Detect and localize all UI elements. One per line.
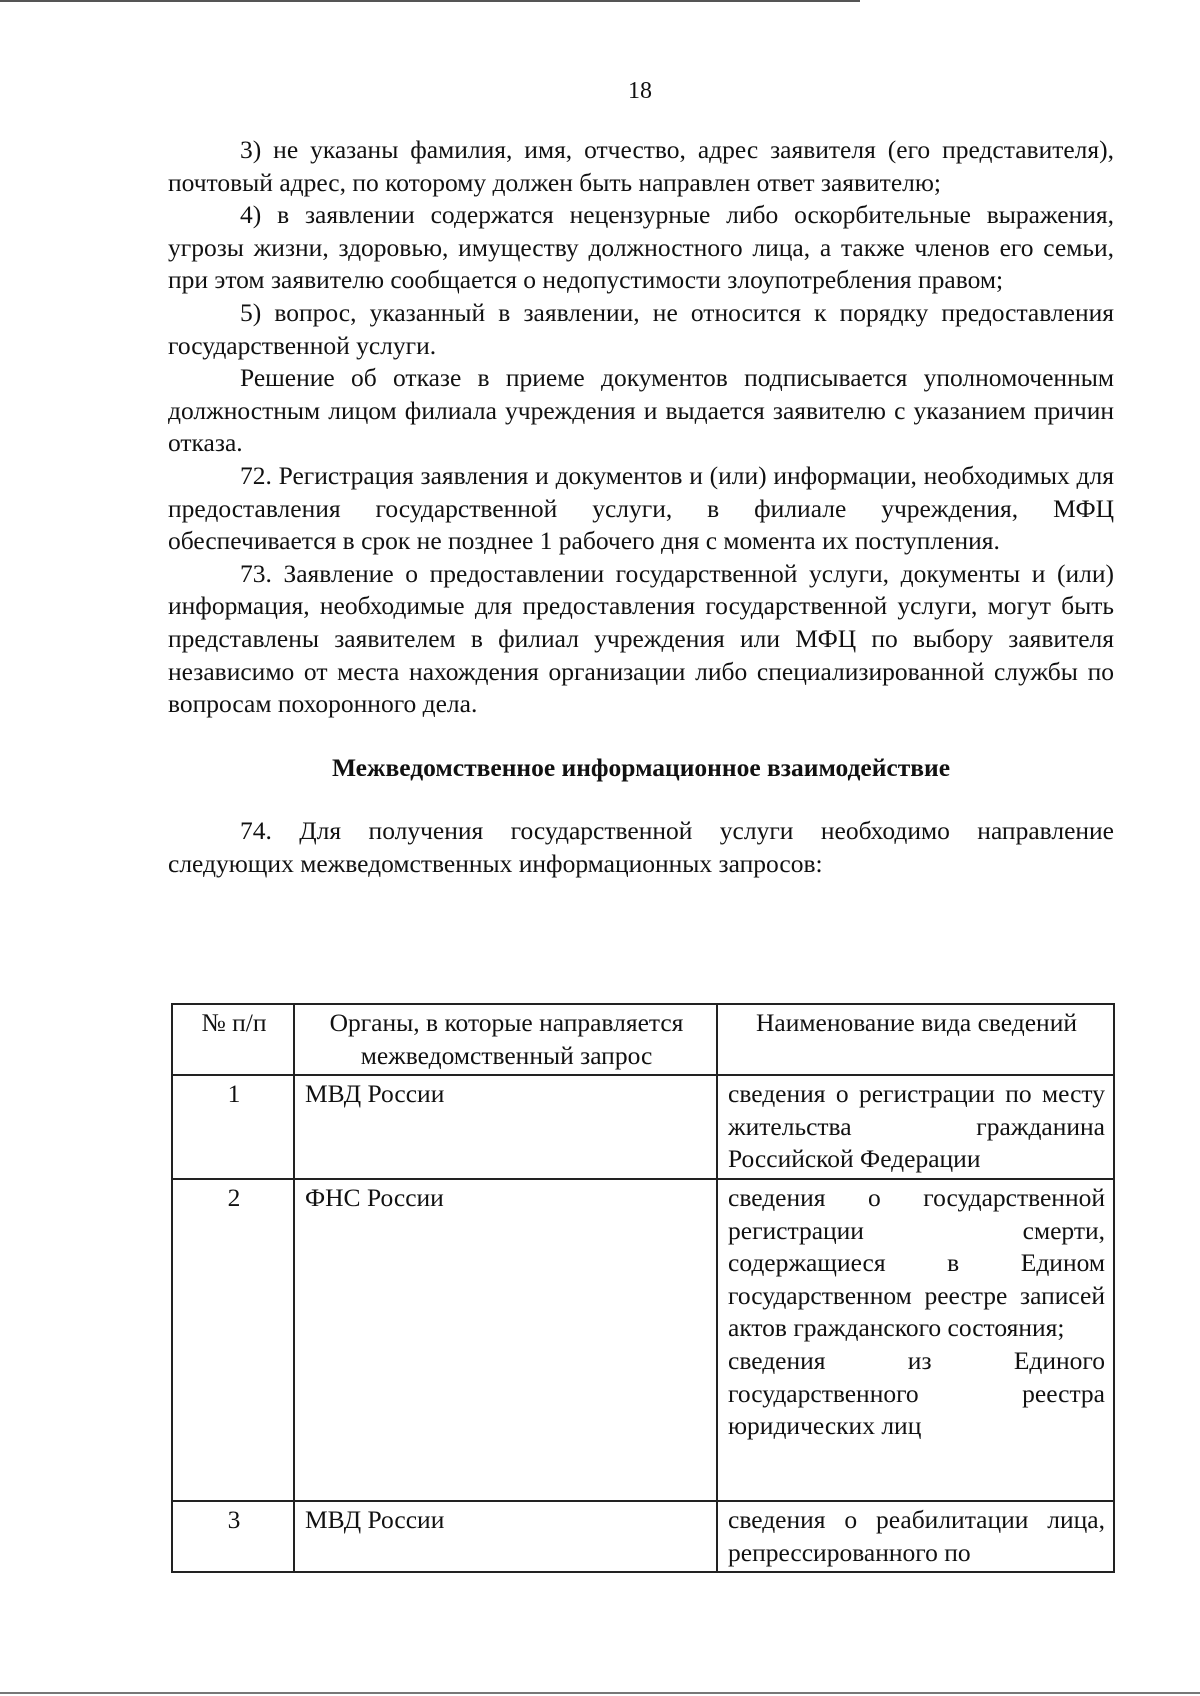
page-number: 18 bbox=[628, 78, 652, 104]
paragraph: 5) вопрос, указанный в заявлении, не относится к порядку предоставления государственной услуги. bbox=[168, 297, 1114, 360]
info-item: сведения о регистрации по месту жительства гражданина Российской Федерации bbox=[728, 1079, 1105, 1174]
paragraph: 72. Регистрация заявления и документов и (или) информации, необходимых для предоставления государственной услуги, в филиале учреждения, МФЦ обеспечивается в срок не позднее 1 рабочего дня с момента их поступления. bbox=[168, 460, 1114, 556]
row-info bbox=[717, 1501, 1114, 1572]
scan-top-edge bbox=[0, 0, 860, 2]
info-item: сведения о реабилитации лица, репрессированного по bbox=[728, 1504, 1105, 1567]
row-authority: МВД России bbox=[294, 1501, 717, 1572]
table-row bbox=[172, 1179, 1114, 1501]
table-header-row bbox=[172, 1004, 1114, 1075]
document-body bbox=[168, 134, 1114, 880]
header-number: № п/п bbox=[172, 1004, 294, 1075]
table-row bbox=[172, 1075, 1114, 1179]
paragraph-74: 74. Для получения государственной услуги необходимо направление следующих межведомственных информационных запросов: bbox=[168, 816, 1114, 878]
paragraph: 3) не указаны фамилия, имя, отчество, адрес заявителя (его представителя), почтовый адрес, по которому должен быть направлен ответ заявителю; bbox=[168, 135, 1114, 197]
row-authority: ФНС России bbox=[294, 1179, 717, 1501]
interagency-requests-table bbox=[171, 1003, 1115, 1573]
row-info bbox=[717, 1075, 1114, 1179]
table-row bbox=[172, 1501, 1114, 1572]
row-authority: МВД России bbox=[294, 1075, 717, 1179]
section-heading: Межведомственное информационное взаимодействие bbox=[331, 752, 951, 782]
scan-bottom-edge bbox=[0, 1692, 1200, 1694]
paragraph: 4) в заявлении содержатся нецензурные либо оскорбительные выражения, угрозы жизни, здоровью, имуществу должностного лица, а также членов его семьи, при этом заявителю сообщается о недопустимости злоупотребления правом; bbox=[168, 200, 1114, 295]
row-number: 3 bbox=[172, 1501, 294, 1572]
row-number: 1 bbox=[172, 1075, 294, 1179]
header-authority: Органы, в которые направляется межведомственный запрос bbox=[294, 1004, 717, 1075]
row-number: 2 bbox=[172, 1179, 294, 1501]
paragraph: Решение об отказе в приеме документов подписывается уполномоченным должностным лицом филиала учреждения и выдается заявителю с указанием причин отказа. bbox=[168, 363, 1114, 458]
row-info bbox=[717, 1179, 1114, 1501]
header-info-type: Наименование вида сведений bbox=[717, 1004, 1114, 1075]
info-item: сведения о государственной регистрации смерти, содержащиеся в Едином государственном реестре записей актов гражданского состояния; bbox=[728, 1182, 1105, 1343]
paragraph: 73. Заявление о предоставлении государственной услуги, документы и (или) информация, необходимые для предоставления государственной услуги, могут быть представлены заявителем в филиал учреждения или МФЦ по выбору заявителя независимо от места нахождения организации либо специализированной службы по вопросам похоронного дела. bbox=[168, 558, 1114, 719]
info-item: сведения из Единого государственного реестра юридических лиц bbox=[728, 1345, 1105, 1441]
